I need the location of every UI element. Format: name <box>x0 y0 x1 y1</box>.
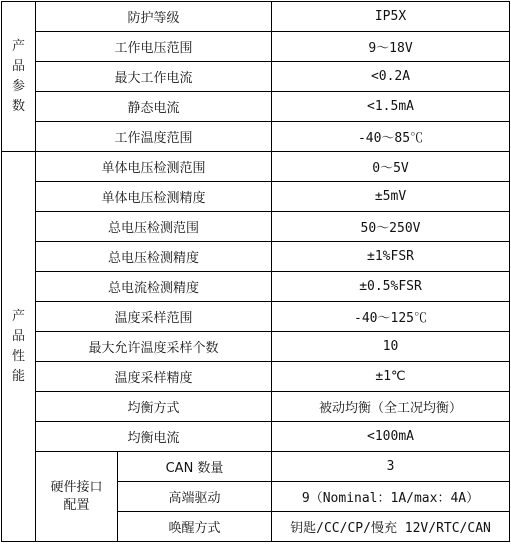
row-label: 静态电流 <box>36 92 272 122</box>
row-label: 温度采样精度 <box>36 362 272 392</box>
group-product-params: 产品参数 <box>2 2 36 152</box>
row-value: ±1%FSR <box>272 242 510 272</box>
row-label: 工作温度范围 <box>36 122 272 152</box>
row-label: 最大工作电流 <box>36 62 272 92</box>
row-label: 温度采样范围 <box>36 302 272 332</box>
row-value: IP5X <box>272 2 510 32</box>
table-row <box>2 122 510 152</box>
table-row <box>2 422 510 452</box>
row-label: 防护等级 <box>36 2 272 32</box>
table-row <box>2 452 510 482</box>
row-label: 唤醒方式 <box>118 512 272 542</box>
table-row <box>2 182 510 212</box>
table-row <box>2 362 510 392</box>
row-label: CAN 数量 <box>118 452 272 482</box>
row-label: 总电压检测范围 <box>36 212 272 242</box>
row-value: 50～250V <box>272 212 510 242</box>
row-value: ±0.5%FSR <box>272 272 510 302</box>
table-row <box>2 92 510 122</box>
table-row <box>2 392 510 422</box>
row-value: <1.5mA <box>272 92 510 122</box>
row-label: 总电流检测精度 <box>36 272 272 302</box>
table-row <box>2 302 510 332</box>
row-value: -40～125℃ <box>272 302 510 332</box>
row-label: 单体电压检测精度 <box>36 182 272 212</box>
table-row <box>2 152 510 182</box>
table-row <box>2 32 510 62</box>
row-label: 高端驱动 <box>118 482 272 512</box>
row-label: 单体电压检测范围 <box>36 152 272 182</box>
subgroup-hardware-interface: 硬件接口配置 <box>36 452 118 542</box>
row-label: 总电压检测精度 <box>36 242 272 272</box>
table-row <box>2 272 510 302</box>
spec-table <box>1 1 510 542</box>
row-label: 最大允许温度采样个数 <box>36 332 272 362</box>
table-row <box>2 2 510 32</box>
table-row <box>2 332 510 362</box>
row-label: 均衡方式 <box>36 392 272 422</box>
row-value: ±1℃ <box>272 362 510 392</box>
row-value: 被动均衡（全工况均衡） <box>272 392 510 422</box>
row-value: <100mA <box>272 422 510 452</box>
row-label: 工作电压范围 <box>36 32 272 62</box>
row-value: 10 <box>272 332 510 362</box>
row-value: ±5mV <box>272 182 510 212</box>
row-value: <0.2A <box>272 62 510 92</box>
table-row <box>2 62 510 92</box>
row-label: 均衡电流 <box>36 422 272 452</box>
group-product-performance: 产品性能 <box>2 152 36 542</box>
row-value: 9～18V <box>272 32 510 62</box>
row-value: -40～85℃ <box>272 122 510 152</box>
table-row <box>2 212 510 242</box>
row-value: 0～5V <box>272 152 510 182</box>
row-value: 钥匙/CC/CP/慢充 12V/RTC/CAN <box>272 512 510 542</box>
table-row <box>2 242 510 272</box>
row-value: 3 <box>272 452 510 482</box>
row-value: 9（Nominal：1A/max：4A） <box>272 482 510 512</box>
